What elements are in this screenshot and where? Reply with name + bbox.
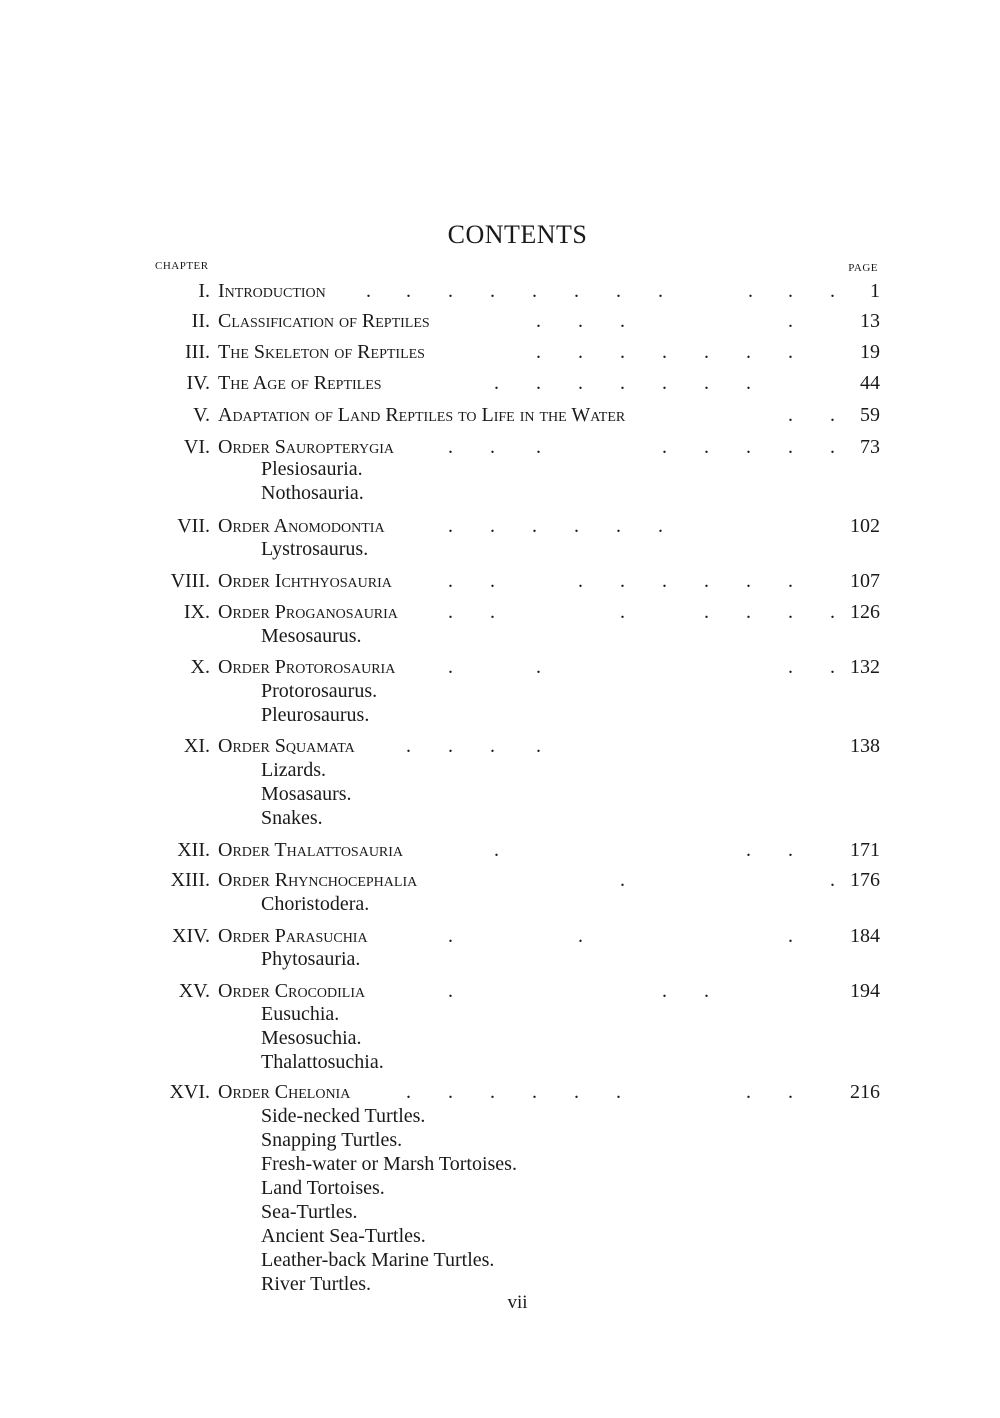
leader-dot: . xyxy=(788,925,793,947)
leader-dot: . xyxy=(830,869,835,891)
toc-entry xyxy=(0,735,1000,763)
chapter-title: Order Anomodontia xyxy=(218,515,389,538)
subentry: Land Tortoises. xyxy=(261,1177,385,1199)
page-number: 184 xyxy=(850,925,880,947)
leader-dot: . xyxy=(704,980,709,1002)
chapter-number: XII. xyxy=(177,839,210,861)
subentry: Mesosuchia. xyxy=(261,1027,362,1049)
leader-dot: . xyxy=(536,436,541,458)
leader-dot: . xyxy=(616,515,621,537)
subentry: Eusuchia. xyxy=(261,1003,340,1025)
leader-dot: . xyxy=(578,372,583,394)
chapter-number: II. xyxy=(191,310,210,332)
leader-dot: . xyxy=(788,404,793,426)
chapter-title: Order Ichthyosauria xyxy=(218,570,396,593)
page-number: 13 xyxy=(860,310,880,332)
page-number: 138 xyxy=(850,735,880,757)
leader-dot: . xyxy=(788,310,793,332)
chapter-column-header: CHAPTER xyxy=(155,260,209,272)
leader-dot: . xyxy=(448,515,453,537)
toc-entry xyxy=(0,656,1000,684)
subentry: Leather-back Marine Turtles. xyxy=(261,1249,495,1271)
chapter-number: III. xyxy=(185,341,210,363)
chapter-title: The Skeleton of Reptiles xyxy=(218,341,429,364)
chapter-number: IV. xyxy=(186,372,210,394)
toc-entry xyxy=(0,925,1000,953)
leader-dot: . xyxy=(536,656,541,678)
chapter-title: Introduction xyxy=(218,280,330,303)
toc-entry xyxy=(0,341,1000,369)
chapter-title: The Age of Reptiles xyxy=(218,372,386,395)
leader-dot: . xyxy=(704,341,709,363)
chapter-number: VIII. xyxy=(170,570,210,592)
leader-dot: . xyxy=(662,372,667,394)
leader-dot: . xyxy=(620,869,625,891)
leader-dot: . xyxy=(448,656,453,678)
chapter-title: Order Rhynchocephalia xyxy=(218,869,421,892)
chapter-title: Order Proganosauria xyxy=(218,601,402,624)
leader-dot: . xyxy=(830,656,835,678)
subentry: Protorosaurus. xyxy=(261,680,378,702)
leader-dot: . xyxy=(578,341,583,363)
subentry: Fresh-water or Marsh Tortoises. xyxy=(261,1153,517,1175)
chapter-title: Order Chelonia xyxy=(218,1081,354,1104)
subentry: Snakes. xyxy=(261,807,323,829)
leader-dot: . xyxy=(616,1081,621,1103)
leader-dot: . xyxy=(490,436,495,458)
leader-dot: . xyxy=(704,570,709,592)
subentry: Choristodera. xyxy=(261,893,370,915)
leader-dot: . xyxy=(746,839,751,861)
leader-dot: . xyxy=(788,341,793,363)
leader-dot: . xyxy=(448,735,453,757)
page-number: 19 xyxy=(860,341,880,363)
chapter-number: I. xyxy=(198,280,210,302)
leader-dot: . xyxy=(578,925,583,947)
chapter-number: V. xyxy=(193,404,210,426)
chapter-title: Order Sauropterygia xyxy=(218,436,398,459)
chapter-title: Order Thalattosauria xyxy=(218,839,407,862)
leader-dot: . xyxy=(830,436,835,458)
leader-dot: . xyxy=(406,735,411,757)
leader-dot: . xyxy=(788,280,793,302)
leader-dot: . xyxy=(574,280,579,302)
chapter-number: XIV. xyxy=(172,925,210,947)
subentry: River Turtles. xyxy=(261,1273,372,1295)
contents-title: CONTENTS xyxy=(447,220,588,249)
page-number: 216 xyxy=(850,1081,880,1103)
leader-dot: . xyxy=(658,515,663,537)
leader-dot: . xyxy=(490,515,495,537)
leader-dot: . xyxy=(536,735,541,757)
chapter-title: Order Parasuchia xyxy=(218,925,372,948)
leader-dot: . xyxy=(532,1081,537,1103)
leader-dot: . xyxy=(704,601,709,623)
chapter-number: X. xyxy=(190,656,210,678)
leader-dot: . xyxy=(536,341,541,363)
toc-entry xyxy=(0,601,1000,629)
subentry: Mosasaurs. xyxy=(261,783,352,805)
subentry: Nothosauria. xyxy=(261,482,364,504)
page-number: 176 xyxy=(850,869,880,891)
leader-dot: . xyxy=(494,372,499,394)
leader-dot: . xyxy=(620,341,625,363)
leader-dot: . xyxy=(448,436,453,458)
leader-dot: . xyxy=(748,280,753,302)
page-number: 107 xyxy=(850,570,880,592)
leader-dot: . xyxy=(620,372,625,394)
leader-dot: . xyxy=(830,280,835,302)
toc-entry xyxy=(0,515,1000,543)
page-number: 73 xyxy=(860,436,880,458)
subentry: Pleurosaurus. xyxy=(261,704,370,726)
subentry: Snapping Turtles. xyxy=(261,1129,403,1151)
chapter-number: XV. xyxy=(178,980,210,1002)
page-number: 1 xyxy=(870,280,880,302)
leader-dot: . xyxy=(574,515,579,537)
chapter-title: Order Squamata xyxy=(218,735,359,758)
subentry: Mesosaurus. xyxy=(261,625,362,647)
leader-dot: . xyxy=(616,280,621,302)
leader-dot: . xyxy=(494,839,499,861)
toc-entry xyxy=(0,839,1000,867)
page-number: 59 xyxy=(860,404,880,426)
subentry: Thalattosuchia. xyxy=(261,1051,384,1073)
leader-dot: . xyxy=(662,436,667,458)
subentry: Plesiosauria. xyxy=(261,458,363,480)
leader-dot: . xyxy=(788,570,793,592)
subentry: Lizards. xyxy=(261,759,326,781)
leader-dot: . xyxy=(620,310,625,332)
toc-entry xyxy=(0,436,1000,464)
chapter-number: VII. xyxy=(177,515,210,537)
leader-dot: . xyxy=(746,341,751,363)
leader-dot: . xyxy=(578,570,583,592)
chapter-title: Adaptation of Land Reptiles to Life in the Water xyxy=(218,404,629,427)
toc-entry xyxy=(0,869,1000,897)
leader-dot: . xyxy=(366,280,371,302)
leader-dot: . xyxy=(662,980,667,1002)
leader-dot: . xyxy=(746,436,751,458)
leader-dot: . xyxy=(532,280,537,302)
leader-dot: . xyxy=(490,1081,495,1103)
leader-dot: . xyxy=(536,310,541,332)
leader-dot: . xyxy=(490,601,495,623)
leader-dot: . xyxy=(620,570,625,592)
leader-dot: . xyxy=(448,1081,453,1103)
toc-entry xyxy=(0,280,1000,308)
leader-dot: . xyxy=(536,372,541,394)
subentry: Lystrosaurus. xyxy=(261,538,369,560)
leader-dot: . xyxy=(406,280,411,302)
leader-dot: . xyxy=(788,436,793,458)
leader-dot: . xyxy=(490,570,495,592)
leader-dot: . xyxy=(490,280,495,302)
leader-dot: . xyxy=(448,280,453,302)
page-number: 126 xyxy=(850,601,880,623)
leader-dot: . xyxy=(704,436,709,458)
leader-dot: . xyxy=(746,601,751,623)
chapter-number: XIII. xyxy=(170,869,210,891)
subentry: Ancient Sea-Turtles. xyxy=(261,1225,426,1247)
page-number: 102 xyxy=(850,515,880,537)
leader-dot: . xyxy=(448,601,453,623)
toc-entry xyxy=(0,310,1000,338)
subentry: Phytosauria. xyxy=(261,948,361,970)
toc-entry xyxy=(0,570,1000,598)
leader-dot: . xyxy=(574,1081,579,1103)
leader-dot: . xyxy=(662,570,667,592)
subentry: Side-necked Turtles. xyxy=(261,1105,426,1127)
leader-dot: . xyxy=(788,1081,793,1103)
leader-dot: . xyxy=(490,735,495,757)
leader-dot: . xyxy=(788,839,793,861)
page-number: 171 xyxy=(850,839,880,861)
leader-dot: . xyxy=(746,570,751,592)
leader-dot: . xyxy=(448,925,453,947)
leader-dot: . xyxy=(448,980,453,1002)
leader-dot: . xyxy=(658,280,663,302)
toc-entry xyxy=(0,980,1000,1008)
subentry: Sea-Turtles. xyxy=(261,1201,358,1223)
chapter-number: IX. xyxy=(183,601,210,623)
toc-entry xyxy=(0,372,1000,400)
leader-dot: . xyxy=(788,601,793,623)
leader-dot: . xyxy=(578,310,583,332)
leader-dot: . xyxy=(620,601,625,623)
page-number: 194 xyxy=(850,980,880,1002)
page-number: 44 xyxy=(860,372,880,394)
page-column-header: PAGE xyxy=(848,262,878,274)
chapter-number: XVI. xyxy=(169,1081,210,1103)
chapter-title: Order Crocodilia xyxy=(218,980,369,1003)
leader-dot: . xyxy=(704,372,709,394)
toc-entry xyxy=(0,404,1000,432)
page-number: 132 xyxy=(850,656,880,678)
chapter-number: XI. xyxy=(183,735,210,757)
chapter-title: Order Protorosauria xyxy=(218,656,399,679)
toc-entry xyxy=(0,1081,1000,1109)
leader-dot: . xyxy=(746,372,751,394)
leader-dot: . xyxy=(746,1081,751,1103)
leader-dot: . xyxy=(532,515,537,537)
leader-dot: . xyxy=(406,1081,411,1103)
leader-dot: . xyxy=(830,404,835,426)
leader-dot: . xyxy=(830,601,835,623)
leader-dot: . xyxy=(448,570,453,592)
leader-dot: . xyxy=(662,341,667,363)
chapter-title: Classification of Reptiles xyxy=(218,310,434,333)
leader-dot: . xyxy=(788,656,793,678)
page-folio: vii xyxy=(507,1292,528,1313)
chapter-number: VI. xyxy=(183,436,210,458)
